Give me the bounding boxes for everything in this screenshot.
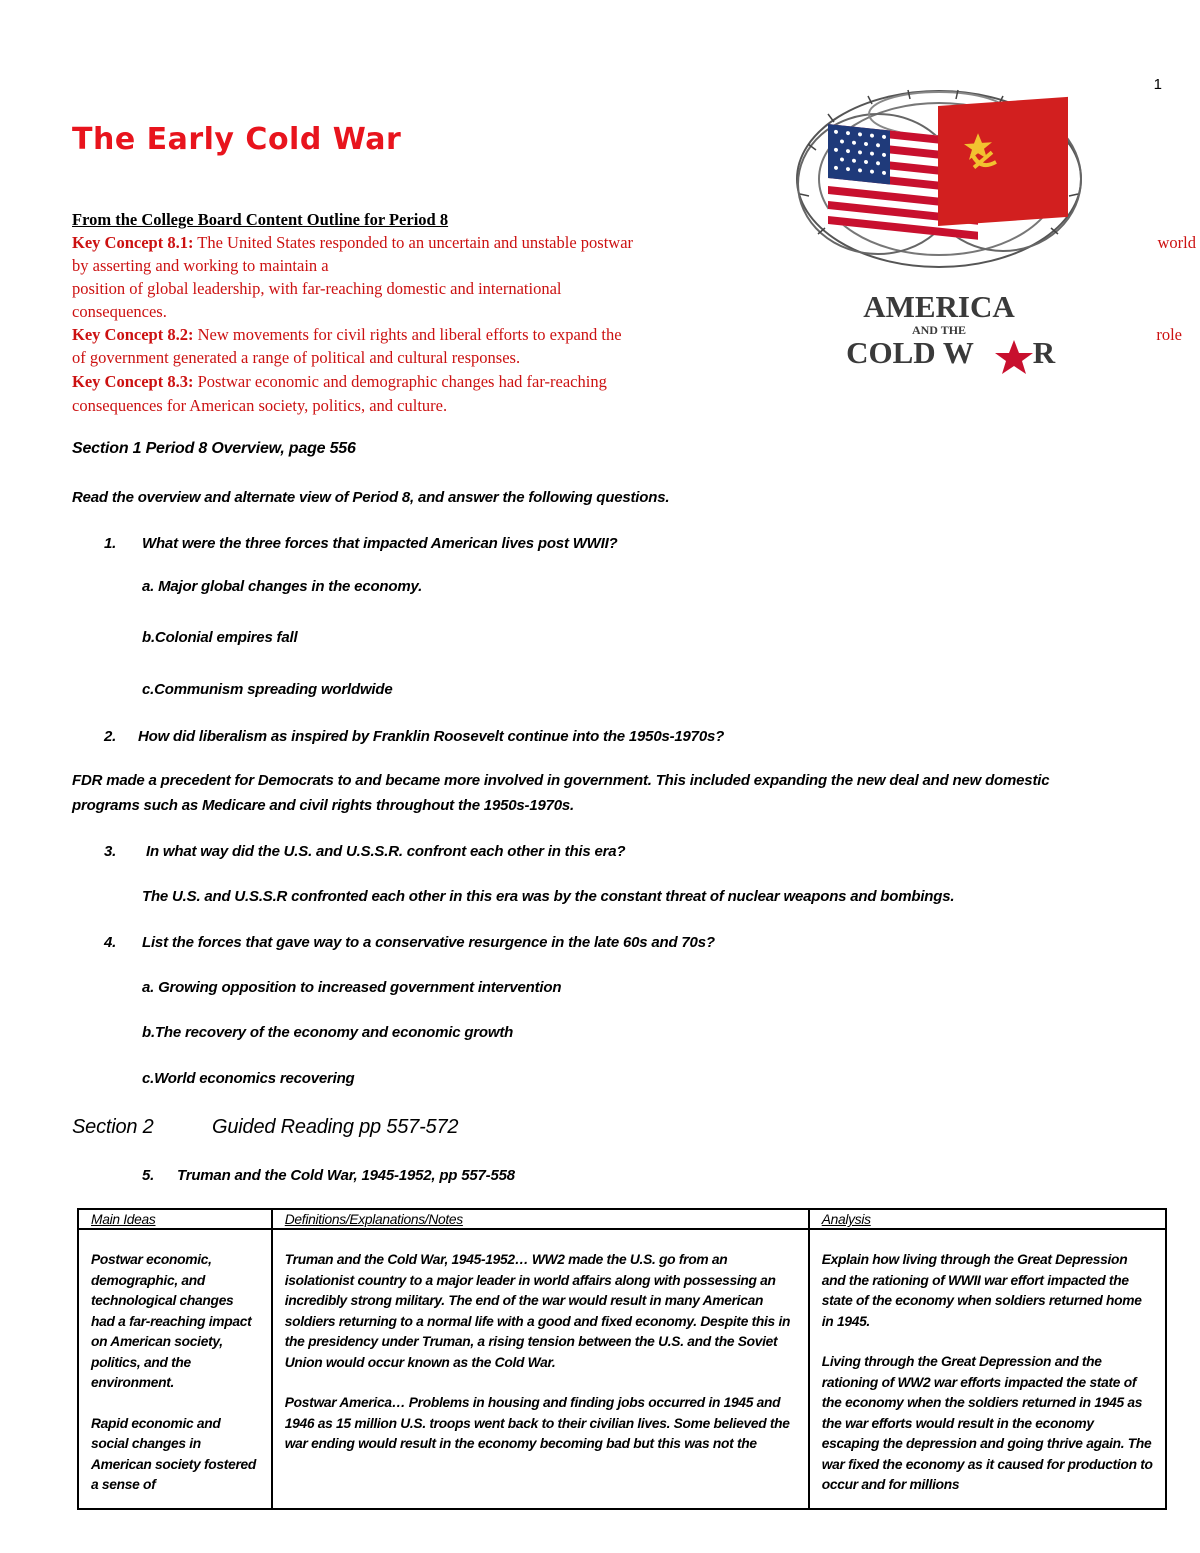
q4-answer-c: c.World economics recovering	[142, 1070, 355, 1087]
q5-text: Truman and the Cold War, 1945-1952, pp 557-558	[177, 1167, 515, 1184]
q1-text: What were the three forces that impacted American lives post WWII?	[142, 535, 618, 552]
q3-answer: The U.S. and U.S.S.R confronted each other in this era was by the constant threat of nuclear weapons and bombings.	[142, 888, 955, 905]
analysis-cell	[809, 1229, 1166, 1509]
red-star-icon	[995, 340, 1033, 374]
kc2-line1: New movements for civil rights and liberal efforts to expand the	[197, 325, 622, 344]
kc3-label: Key Concept 8.3:	[72, 372, 194, 391]
table-row	[78, 1229, 1166, 1509]
logo-text-line2: AND THE	[911, 323, 967, 337]
ussr-flag-icon	[938, 97, 1068, 226]
kc2-label: Key Concept 8.2:	[72, 325, 194, 344]
logo-text-line3-end: R	[1032, 335, 1056, 370]
analysis-prompt: Explain how living through the Great Depression and the rationing of WWII war effort impacted the state of the economy when soldiers returned home in 1945.	[821, 1252, 1142, 1329]
header-main-ideas: Main Ideas	[78, 1209, 272, 1229]
q3-text: In what way did the U.S. and U.S.S.R. confront each other in this era?	[146, 843, 626, 860]
section2-label: Section 2	[72, 1116, 154, 1138]
kc1-line1: The United States responded to an uncertain and unstable postwar	[197, 233, 634, 252]
note-1: Truman and the Cold War, 1945-1952… WW2 made the U.S. go from an isolationist country to a major leader in world affairs along with possessing an incredibly strong military. The end of the war would result in many American soldiers returning to a normal life with a good and fixed economy. Despite this in the presidency under Truman, a rising tension between the U.S. and the Soviet Union would occur known as the Cold War.	[284, 1252, 791, 1370]
kc1-line2: by asserting and working to maintain a	[72, 256, 329, 275]
q5-number: 5.	[142, 1167, 155, 1184]
q2-answer-line2: programs such as Medicare and civil rights throughout the 1950s-1970s.	[72, 797, 574, 814]
logo-text-line3: COLD W	[846, 335, 974, 370]
note-2: Postwar America… Problems in housing and finding jobs occurred in 1945 and 1946 as 15 million U.S. troops went back to their civilian lives. Some believed the war ending would result in the economy becoming bad but this was not the	[284, 1395, 790, 1451]
key-concept-8-1	[72, 231, 752, 254]
kc3-line1: Postwar economic and demographic changes had far-reaching	[197, 372, 607, 391]
q2-answer-line1: FDR made a precedent for Democrats to and became more involved in government. This included expanding the new deal and new domestic	[72, 772, 1050, 789]
kc3-line2: consequences for American society, politics, and culture.	[72, 396, 448, 415]
page-number: 1	[1153, 76, 1162, 93]
q4-number: 4.	[104, 934, 117, 951]
header-analysis: Analysis	[809, 1209, 1166, 1229]
notes-cell	[272, 1229, 809, 1509]
q2-number: 2.	[104, 728, 117, 745]
kc1-line3: position of global leadership, with far-reaching domestic and international	[72, 279, 562, 298]
section1-instructions: Read the overview and alternate view of Period 8, and answer the following questions.	[72, 489, 670, 506]
logo-text-line1: AMERICA	[863, 289, 1015, 324]
table-header-row	[78, 1209, 1166, 1229]
guided-reading-table	[77, 1208, 1167, 1510]
kc1-right-word: world	[1157, 233, 1196, 252]
key-concept-8-3	[72, 370, 752, 393]
analysis-answer: Living through the Great Depression and the rationing of WW2 war efforts impacted the state of the economy when the soldiers returned in 1945 as the war efforts would result in the economy escaping the depression and going thrive again. The war fixed the economy as it caused for production to occur and for millions	[821, 1354, 1153, 1492]
section1-heading: Section 1 Period 8 Overview, page 556	[72, 440, 356, 457]
main-idea-2: Rapid economic and social changes in American society fostered a sense of	[91, 1415, 257, 1492]
q1-answer-a: a. Major global changes in the economy.	[142, 578, 423, 595]
q1-number: 1.	[104, 535, 117, 552]
logo-graphic	[788, 84, 1090, 374]
outline-heading: From the College Board Content Outline for Period 8	[72, 210, 449, 229]
header-notes: Definitions/Explanations/Notes	[272, 1209, 809, 1229]
q4-answer-a: a. Growing opposition to increased government intervention	[142, 979, 562, 996]
q3-number: 3.	[104, 843, 117, 860]
q2-text: How did liberalism as inspired by Franklin Roosevelt continue into the 1950s-1970s?	[138, 728, 725, 745]
key-concept-8-2	[72, 323, 752, 346]
kc2-right-word: role	[1156, 325, 1182, 344]
q1-answer-c: c.Communism spreading worldwide	[142, 681, 393, 698]
q1-answer-b: b.Colonial empires fall	[142, 629, 298, 646]
section2-heading: Guided Reading pp 557-572	[212, 1116, 459, 1138]
kc2-line2: of government generated a range of political and cultural responses.	[72, 348, 521, 367]
main-idea-1: Postwar economic, demographic, and technological changes had a far-reaching impact on American society, politics, and the environment.	[91, 1252, 252, 1390]
q4-answer-b: b.The recovery of the economy and economic growth	[142, 1024, 514, 1041]
q4-text: List the forces that gave way to a conservative resurgence in the late 60s and 70s?	[142, 934, 715, 951]
kc1-line4: consequences.	[72, 302, 167, 321]
america-cold-war-logo	[788, 84, 1090, 374]
page-title: The Early Cold War	[72, 122, 402, 157]
kc1-label: Key Concept 8.1:	[72, 233, 194, 252]
main-ideas-cell	[78, 1229, 272, 1509]
